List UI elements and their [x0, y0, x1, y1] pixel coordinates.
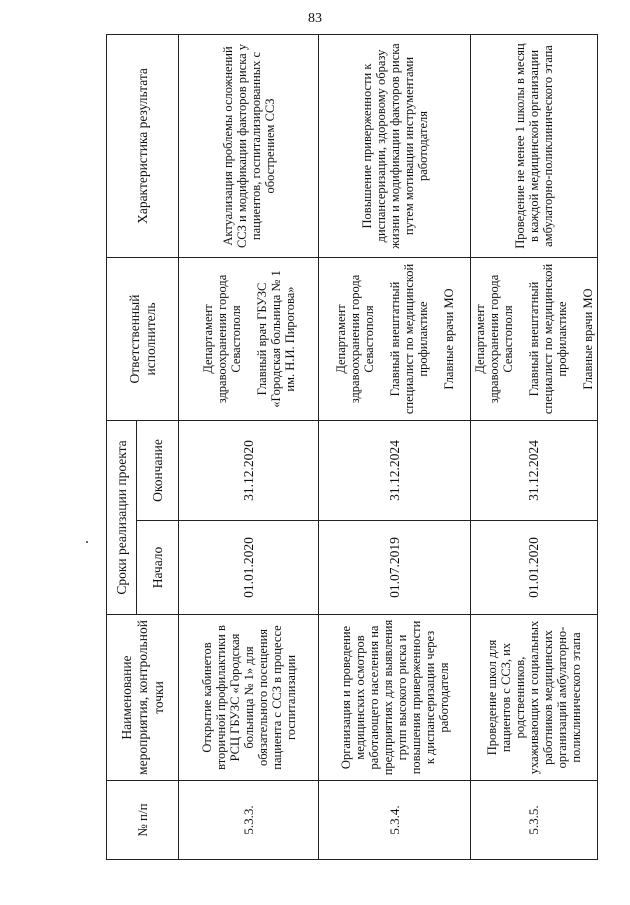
- row-num: 5.3.3.: [179, 781, 319, 860]
- row-end-date: 31.12.2024: [319, 421, 471, 521]
- header-terms: Сроки реализации проекта: [107, 421, 137, 615]
- row-result: Проведение не менее 1 школы в месяц в каждой медицинской организации амбулаторно-поликлинического этапа: [471, 35, 598, 258]
- header-end: Окончание: [137, 421, 179, 521]
- executor-line: Главный врач ГБУЗС «Городская больница № 1 им. Н.И. Пирогова»: [254, 270, 297, 408]
- row-executor: [319, 258, 471, 421]
- header-num: № п/п: [107, 781, 179, 860]
- executor-line: Главные врачи МО: [581, 288, 595, 390]
- header-start: Начало: [137, 521, 179, 615]
- row-result: Повышение приверженности к диспансеризации, здоровому образу жизни и модификации факторов риска путем мотивации инструментами работодателя: [319, 35, 471, 258]
- table-row: [319, 35, 471, 860]
- executor-line: Департамент здравоохранения города Севастополя: [333, 274, 376, 404]
- executor-line: Главный внештатный специалист по медицинской профилактике: [387, 263, 430, 415]
- header-name: Наименование мероприятия, контрольной точки: [107, 615, 179, 781]
- header-executor: Ответственный исполнитель: [107, 258, 179, 421]
- scan-speck: [86, 541, 88, 543]
- row-num: 5.3.5.: [471, 781, 598, 860]
- header-result: Характеристика результата: [107, 35, 179, 258]
- row-start-date: 01.01.2020: [179, 521, 319, 615]
- row-num: 5.3.4.: [319, 781, 471, 860]
- executor-line: Департамент здравоохранения города Севастополя: [200, 274, 243, 404]
- row-result: Актуализация проблемы осложнений ССЗ и модификации факторов риска у пациентов, госпитализированных с обострением ССЗ: [179, 35, 319, 258]
- row-start-date: 01.07.2019: [319, 521, 471, 615]
- row-end-date: 31.12.2020: [179, 421, 319, 521]
- table-row: [471, 35, 598, 860]
- executor-line: Главные врачи МО: [441, 288, 456, 390]
- row-end-date: 31.12.2024: [471, 421, 598, 521]
- row-start-date: 01.01.2020: [471, 521, 598, 615]
- row-executor: [179, 258, 319, 421]
- row-executor: [471, 258, 598, 421]
- executor-line: Департамент здравоохранения города Севастополя: [473, 274, 515, 404]
- row-name: Организация и проведение медицинских осмотров работающего населения на предприятиях для выявления групп высокого риска и повышения приверженности к диспансеризации через работодателя: [319, 615, 471, 781]
- table-row: [179, 35, 319, 860]
- rotated-table-sheet: [106, 35, 594, 860]
- executor-line: Главный внештатный специалист по медицинской профилактике: [527, 263, 569, 415]
- row-name: Открытие кабинетов вторичной профилактики в РСЦ ГБУЗС «Городская больница № 1» для обязательного посещения пациента с ССЗ в процессе госпитализации: [179, 615, 319, 781]
- activities-table: [106, 34, 598, 860]
- page-number: 83: [308, 11, 322, 26]
- row-name: Проведение школ для пациентов с ССЗ, их родственников, ухаживающих и социальных работников медицинских организаций амбулаторно-поликлинического этапа: [471, 615, 598, 781]
